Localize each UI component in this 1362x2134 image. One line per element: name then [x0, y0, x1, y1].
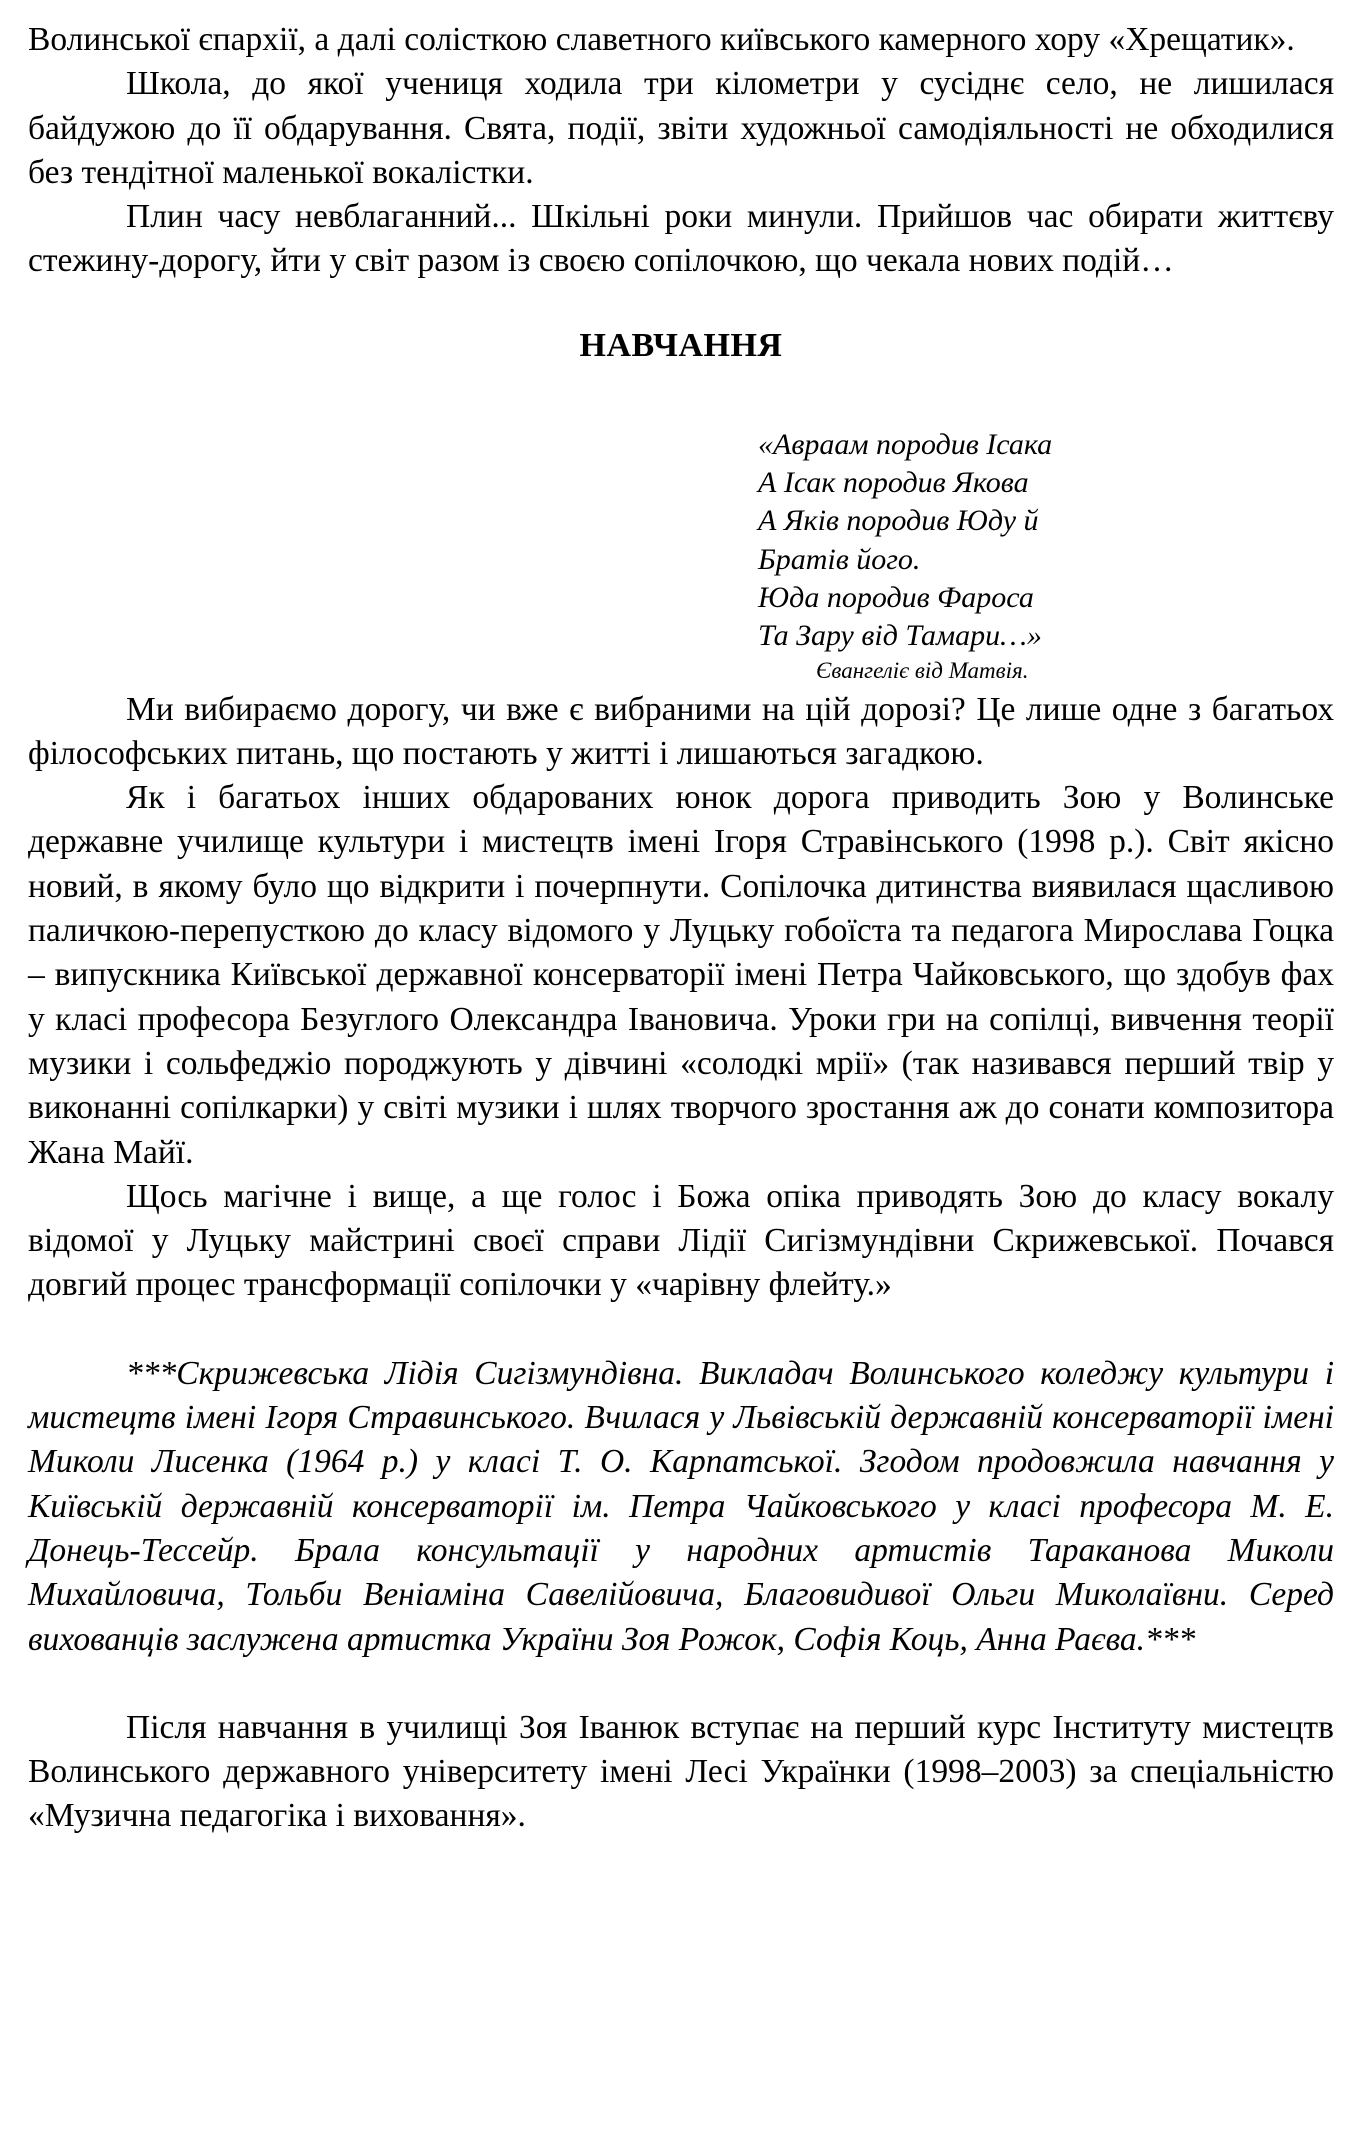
- epigraph: [28, 426, 1334, 684]
- main-paragraph-college: Як і багатьох інших обдарованих юнок дорога приводить Зою у Волинське державне училище культури і мистецтв імені Ігоря Стравінського (1998 р.). Світ якісно новий, в якому було що відкрити і почерпнути. Сопілочка дитинства виявилася щасливою паличкою-перепусткою до класу відомого у Луцьку гобоїста та педагога Мирослава Гоцка – випускника Київської державної консерваторії імені Петра Чайковського, що здобув фах у класі професора Безуглого Олександра Івановича. Уроки гри на сопілці, вивчення теорії музики і сольфеджіо породжують у дівчині «солодкі мрії» (так називався перший твір у виконанні сопілкарки) у світі музики і шлях творчого зростання аж до сонати композитора Жана Майї.: [28, 779, 1334, 1171]
- epigraph-line: А Яків породив Юду й: [758, 504, 1039, 538]
- epigraph-line: Братів його.: [758, 542, 921, 576]
- intro-paragraph-school: Школа, до якої учениця ходила три кілометри у сусіднє село, не лишилася байдужою до її обдарування. Свята, події, звіти художньої самодіяльності не обходилися без тендітної маленької вокалістки.: [28, 65, 1334, 191]
- epigraph-line: Юда породив Фароса: [758, 580, 1034, 614]
- intro-paragraph-continuation: Волинської єпархії, а далі солісткою славетного київського камерного хору «Хрещатик».: [28, 21, 1295, 58]
- epigraph-line: А Ісак породив Якова: [758, 466, 1029, 500]
- document-page: [28, 18, 1334, 1839]
- biographical-note: ***Скрижевська Лідія Сигізмундівна. Викладач Волинського коледжу культури і мистецтв імені Ігоря Стравинського. Вчилася у Львівській державній консерваторії імені Миколи Лисенка (1964 р.) у класі Т. О. Карпатської. Згодом продовжила навчання у Київській державній консерваторії ім. Петра Чайковського у класі професора М. Е. Донець-Тессейр. Брала консультації у народних артистів Тараканова Миколи Михайловича, Тольби Веніаміна Савелійовича, Благовидивої Ольги Миколаївни. Серед вихованців заслужена артистка України Зоя Рожок, Софія Коць, Анна Раєва.***: [28, 1354, 1334, 1658]
- intro-paragraph-time: Плин часу невблаганний... Шкільні роки минули. Прийшов час обирати життєву стежину-дорогу, йти у світ разом із своєю сопілочкою, що чекала нових подій…: [28, 198, 1334, 280]
- epigraph-line: Та Зару від Тамари…»: [758, 619, 1042, 653]
- main-paragraph-road: Ми вибираємо дорогу, чи вже є вибраними на цій дорозі? Це лише одне з багатьох філософських питань, що постають у житті і лишаються загадкою.: [28, 690, 1334, 772]
- final-paragraph-university: Після навчання в училищі Зоя Іванюк вступає на перший курс Інституту мистецтв Волинського державного університету імені Лесі Українки (1998–2003) за спеціальністю «Музична педагогіка і виховання».: [28, 1708, 1334, 1835]
- epigraph-source: Євангеліє від Матвія.: [816, 657, 1029, 683]
- section-heading: НАВЧАННЯ: [579, 326, 783, 364]
- main-paragraph-vocal: Щось магічне і вище, а ще голос і Божа опіка приводять Зою до класу вокалу відомої у Луцьку майстрині своєї справи Лідії Сигізмундівни Скрижевської. Почався довгий процес трансформації сопілочки у «чарівну флейту.»: [28, 1177, 1334, 1304]
- epigraph-line: «Авраам породив Ісака: [758, 427, 1053, 461]
